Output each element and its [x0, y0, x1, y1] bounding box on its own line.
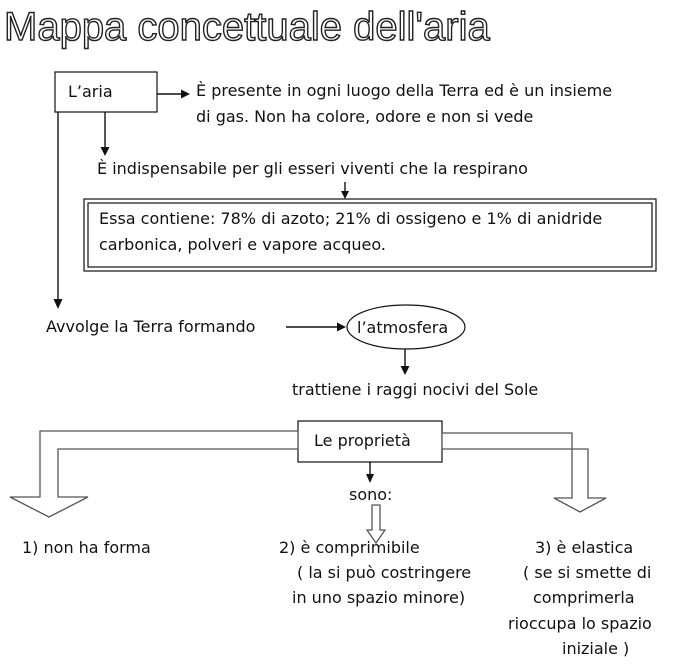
edge-proprieta-prop1-arrow	[10, 431, 298, 517]
node-atmosfera-label: l’atmosfera	[357, 318, 449, 337]
edge-proprieta-sono-head	[366, 474, 374, 483]
edge-atmosfera-trattiene-head	[401, 366, 410, 375]
node-presente-line1: È presente in ogni luogo della Terra ed è un insieme	[196, 81, 613, 100]
node-contiene-line2: carbonica, polveri e vapore acqueo.	[99, 235, 386, 254]
node-indispensabile: È indispensabile per gli esseri viventi che la respirano	[97, 159, 528, 178]
prop1-line1: 1) non ha forma	[22, 538, 151, 557]
node-sono: sono:	[349, 485, 393, 504]
prop2-line2: ( la si può costringere	[297, 563, 472, 582]
edge-avvolge-atmosfera-head	[337, 323, 346, 332]
edge-proprieta-prop3-arrow	[442, 433, 606, 512]
edge-indispensabile-contiene-head	[341, 191, 349, 199]
node-contiene-line1: Essa contiene: 78% di azoto; 21% di ossigeno e 1% di anidride	[99, 209, 603, 228]
prop3-line2: ( se si smette di	[523, 563, 652, 582]
node-proprieta-label: Le proprietà	[314, 431, 411, 450]
node-presente-line2: di gas. Non ha colore, odore e non si vede	[196, 107, 534, 126]
edge-aria-presente-head	[181, 90, 190, 99]
node-trattiene: trattiene i raggi nocivi del Sole	[292, 380, 539, 399]
edge-aria-indispensabile-head	[101, 147, 110, 156]
prop2-line1: 2) è comprimibile	[279, 538, 420, 557]
prop3-line1: 3) è elastica	[535, 538, 634, 557]
node-avvolge: Avvolge la Terra formando	[46, 317, 256, 336]
edge-aria-avvolge-head	[54, 299, 63, 309]
prop2-line3: in uno spazio minore)	[292, 588, 466, 607]
prop3-line3: comprimerla	[533, 588, 635, 607]
prop3-line5: iniziale )	[562, 639, 630, 658]
node-aria-label: L’aria	[68, 82, 113, 101]
map-title: Mappa concettuale dell'aria	[4, 5, 490, 49]
prop3-line4: rioccupa lo spazio	[508, 614, 652, 633]
